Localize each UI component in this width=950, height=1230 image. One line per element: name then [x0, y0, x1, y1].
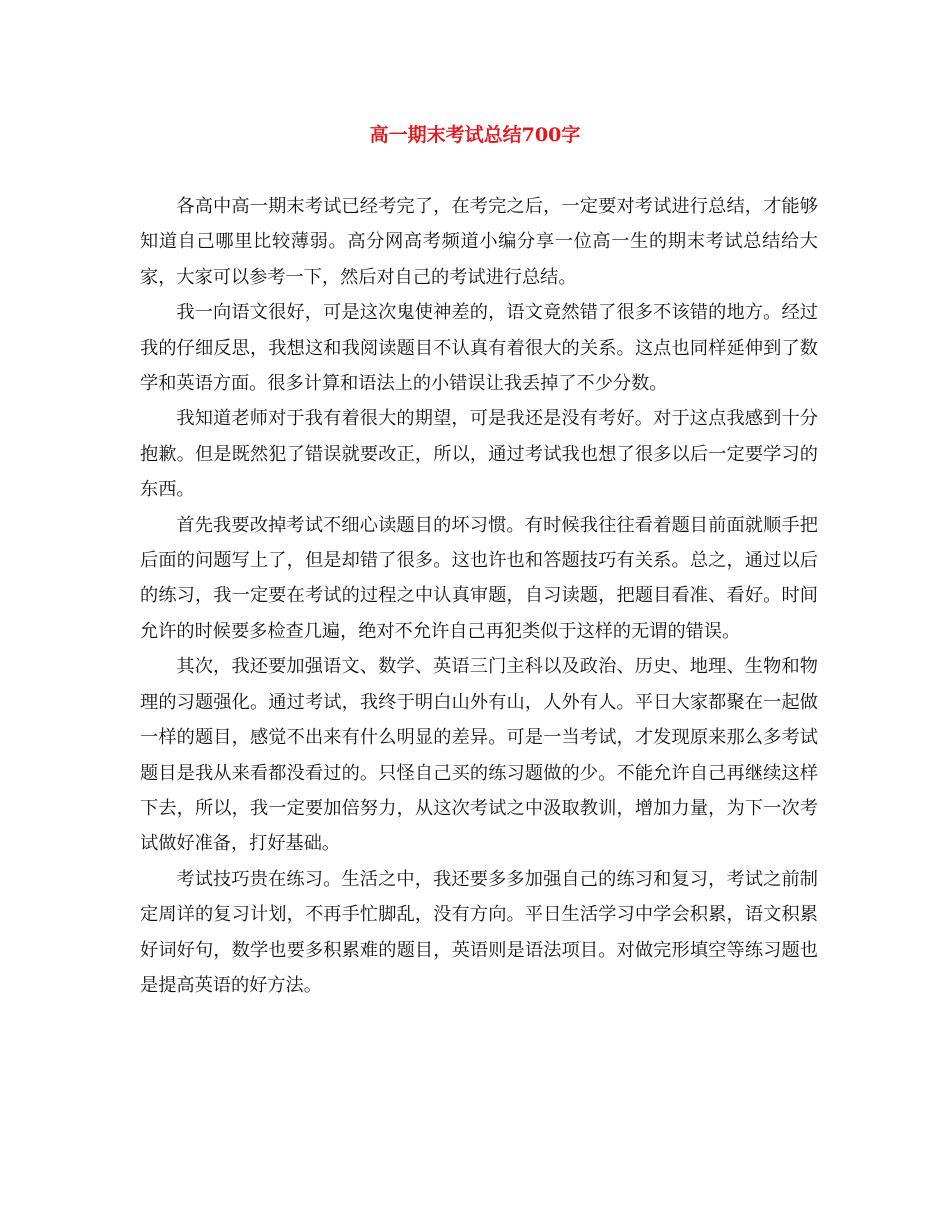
- paragraph-5: 其次，我还要加强语文、数学、英语三门主科以及政治、历史、地理、生物和物理的习题强化。通过考试，我终于明白山外有山，人外有人。平日大家都聚在一起做一样的题目，感觉不出来有什么明显的差异。可是一当考试，才发现原来那么多考试题目是我从来看都没看过的。只怪自己买的练习题做的少。不能允许自己再继续这样下去，所以，我一定要加倍努力，从这次考试之中汲取教训，增加力量，为下一次考试做好准备，打好基础。: [140, 656, 818, 855]
- document-body: [140, 189, 818, 1003]
- paragraph-3: 我知道老师对于我有着很大的期望，可是我还是没有考好。对于这点我感到十分抱歉。但是既然犯了错误就要改正，所以，通过考试我也想了很多以后一定要学习的东西。: [140, 408, 818, 501]
- paragraph-2: 我一向语文很好，可是这次鬼使神差的，语文竟然错了很多不该错的地方。经过我的仔细反思，我想这和我阅读题目不认真有着很大的关系。这点也同样延伸到了数学和英语方面。很多计算和语法上的小错误让我丢掉了不少分数。: [140, 302, 818, 395]
- document-title: 高一期末考试总结700字: [369, 124, 581, 146]
- paragraph-6: 考试技巧贵在练习。生活之中，我还要多多加强自己的练习和复习，考试之前制定周详的复习计划，不再手忙脚乱，没有方向。平日生活学习中学会积累，语文积累好词好句，数学也要多积累难的题目，英语则是语法项目。对做完形填空等练习题也是提高英语的好方法。: [140, 868, 818, 996]
- paragraph-1: 各高中高一期末考试已经考完了，在考完之后，一定要对考试进行总结，才能够知道自己哪里比较薄弱。高分网高考频道小编分享一位高一生的期末考试总结给大家，大家可以参考一下，然后对自己的考试进行总结。: [140, 196, 818, 288]
- paragraph-4: 首先我要改掉考试不细心读题目的坏习惯。有时候我往往看着题目前面就顺手把后面的问题写上了，但是却错了很多。这也许也和答题技巧有关系。总之，通过以后的练习，我一定要在考试的过程之中认真审题，自习读题，把题目看准、看好。时间允许的时候要多检查几遍，绝对不允许自己再犯类似于这样的无谓的错误。: [140, 514, 818, 642]
